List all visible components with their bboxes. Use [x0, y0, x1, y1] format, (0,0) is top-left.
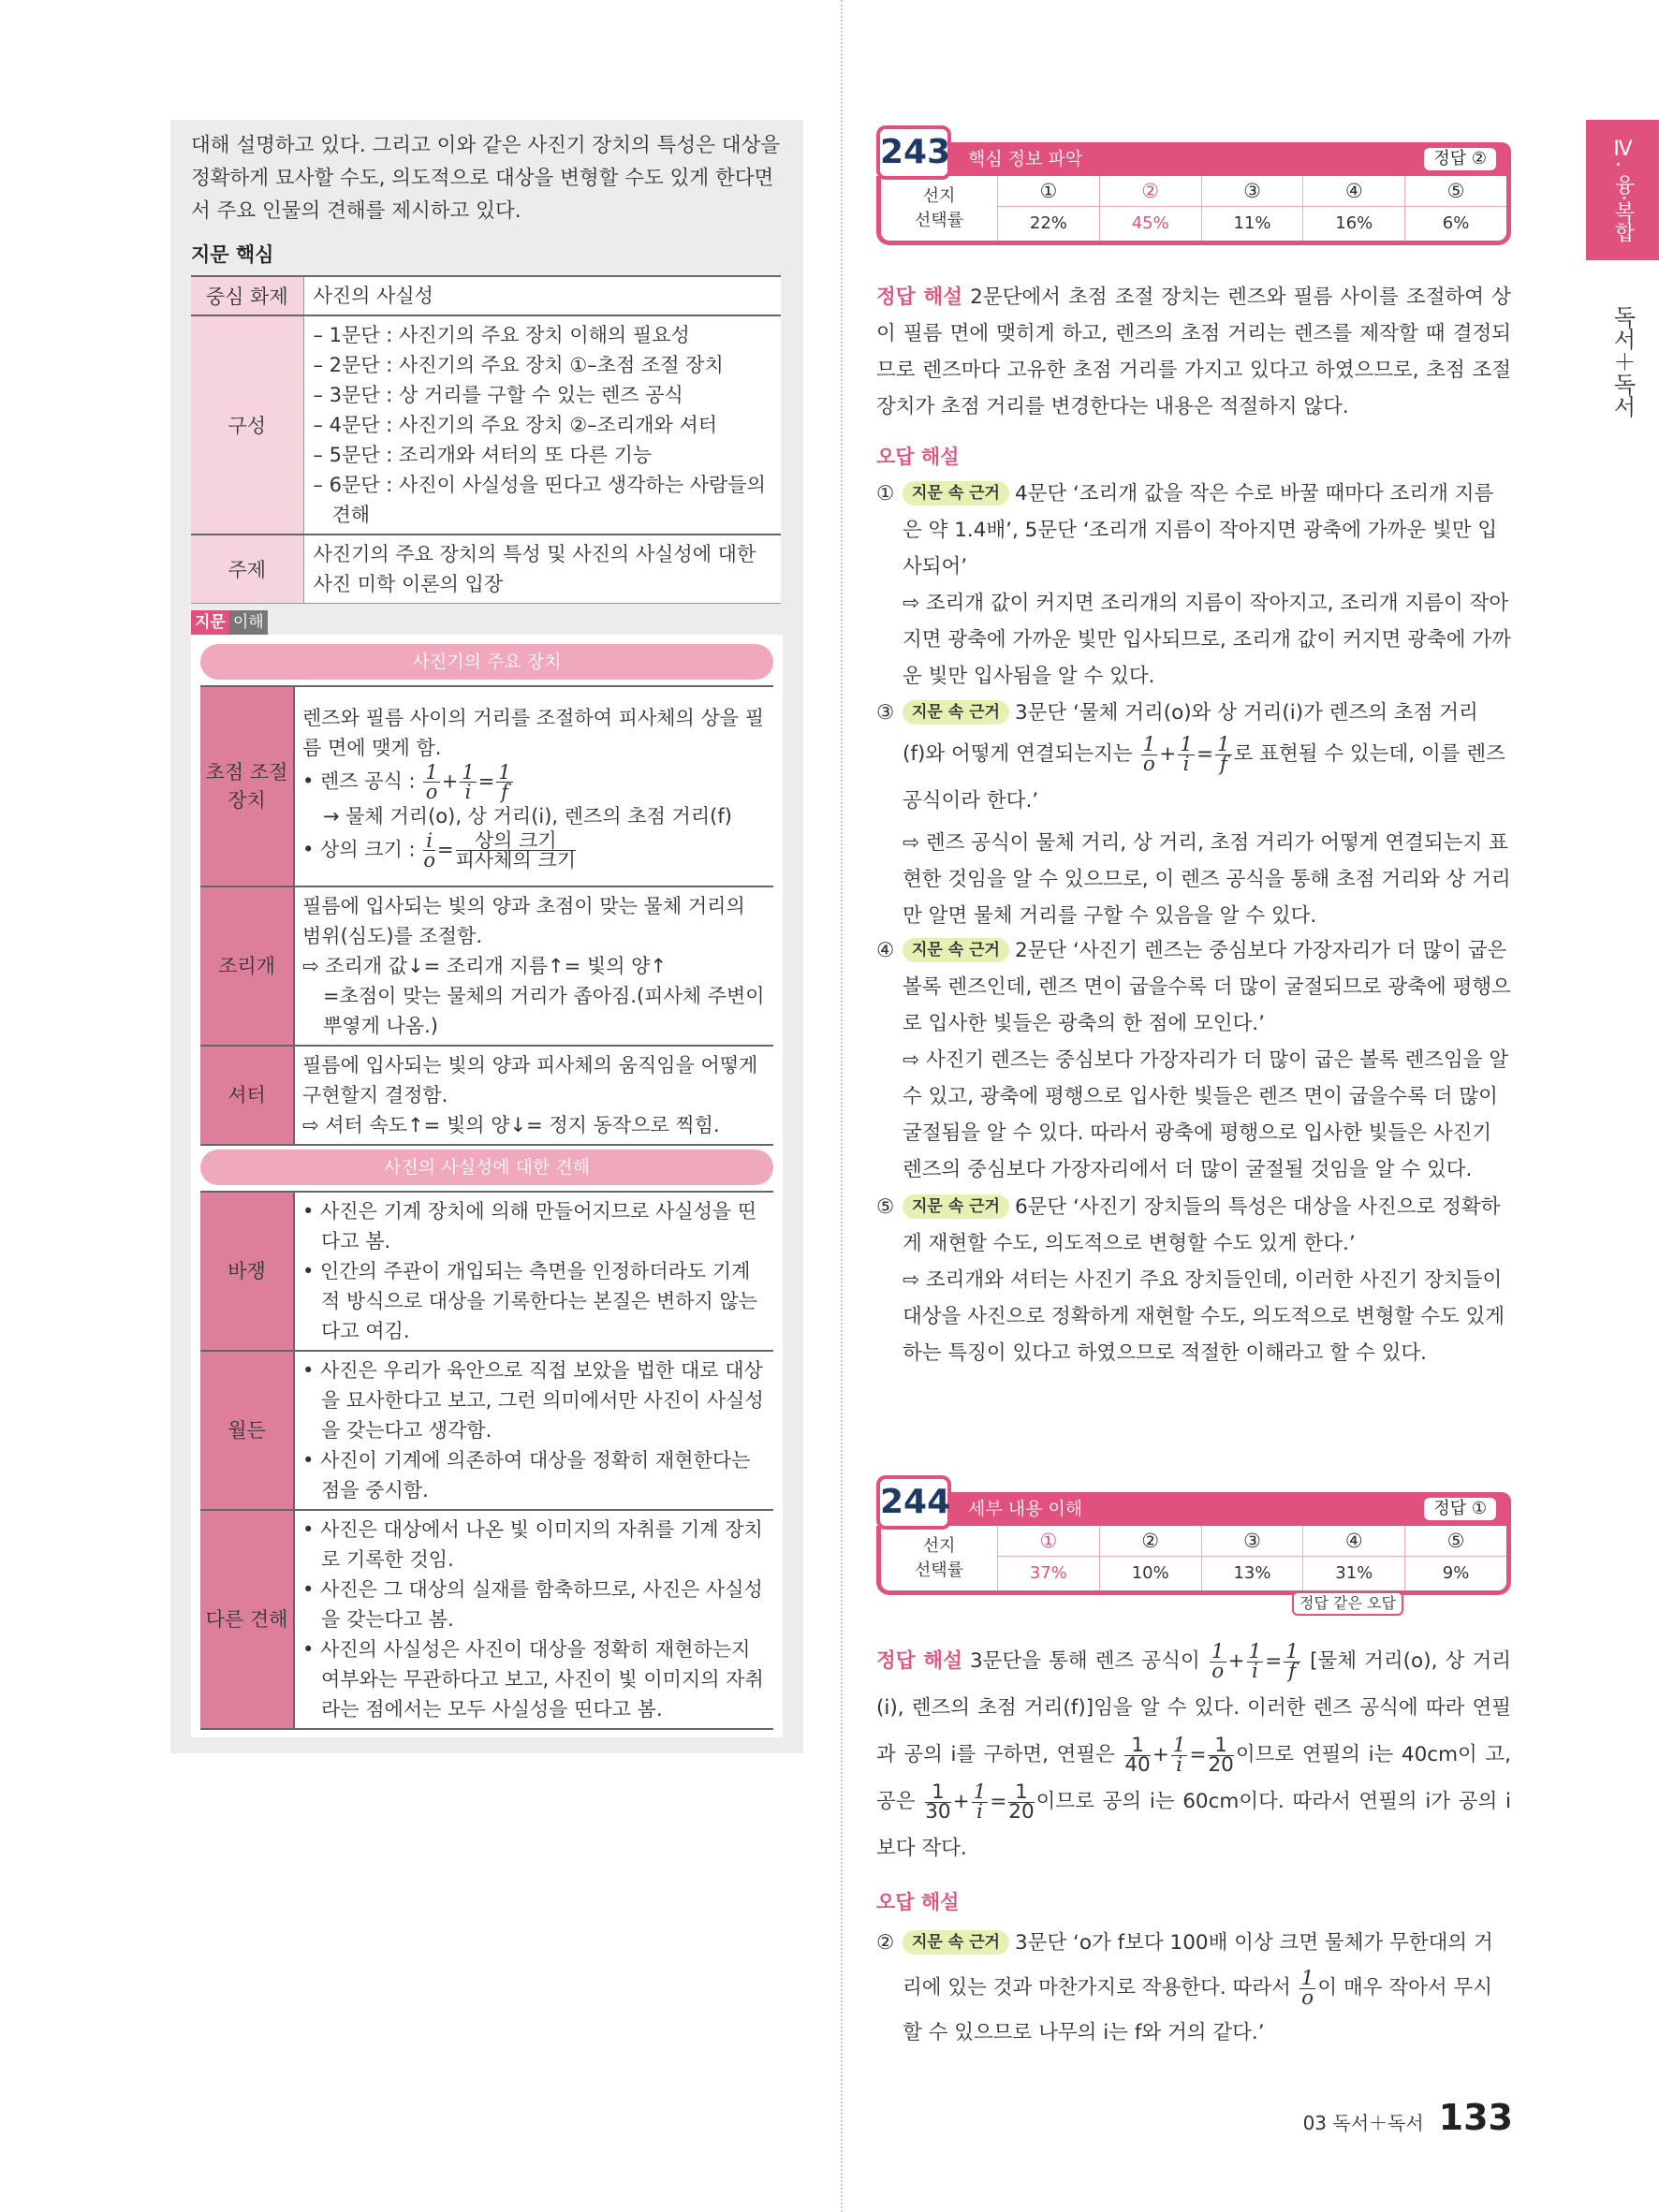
item-quote: 리에 있는 것과 마찬가지로 작용한다. 따라서 [903, 1976, 1291, 2000]
correct-text: 3문단을 통해 렌즈 공식이 [969, 1649, 1200, 1673]
question-type: 세부 내용 이해 [968, 1499, 1083, 1519]
tag-b: 이해 [229, 610, 268, 635]
frac-1-f: $\frac{1}{f}$ [1216, 732, 1230, 776]
theme-label: 주제 [191, 535, 303, 604]
lens-prefix: • 렌즈 공식 : [302, 769, 416, 793]
correct-text: 고, 공은 [876, 1743, 1511, 1813]
shutter-line1: 필름에 입사되는 빛의 양과 피사체의 움직임을 어떻게 구현할지 결정함. [302, 1054, 758, 1106]
banner-main-devices: 사진기의 주요 장치 [200, 644, 773, 680]
aperture-line1: 필름에 입사되는 빛의 양과 초점이 맞는 물체 거리의 범위(심도)를 조절함. [302, 895, 745, 947]
frac-1-40: $\frac{1}{40}$ [1124, 1733, 1151, 1777]
tricky-wrong-badge: 정답 같은 오답 [1292, 1591, 1403, 1616]
evidence-badge: 지문 속 근거 [903, 938, 1009, 962]
core-table [191, 275, 781, 604]
item-number: ③ [876, 701, 895, 725]
left-column [170, 120, 803, 1753]
item-number: ② [876, 1931, 895, 1955]
q243-wrong-3: ③ 지문 속 근거 3문단 ‘물체 거리(o)와 상 거리(i)가 렌즈의 초점 거리 (f)와 어떻게 연결되는지는 $\frac{1}{o}$ + $\frac{1}{i}$ = $\frac{1}{f}$ 로 표현될 수 있는데, 이를 렌즈 공식이라 한다.’ ⇨ 렌즈 공식이 물체 거리, 상 거리, 초점 거리가 어떻게 연결되는지 표현한 것임을 알 수 있으므로, 이 렌즈 공식을 통해 초점 거리와 상 거리만 알면 물체 거리를 구할 수 있음을 알 수 있다. [876, 695, 1511, 934]
selection-rate-table [876, 176, 1511, 245]
choice-rate: 31% [1335, 1563, 1373, 1583]
answer-badge: 정답 ① [1424, 1498, 1496, 1520]
core-title: 지문 핵심 [191, 243, 274, 266]
other-item: • 사진의 사실성은 사진이 대상을 정확히 재현하는지 여부와는 무관하다고 보고, 사진이 빛 이미지의 자취라는 점에서는 모두 사실성을 띤다고 봄. [302, 1638, 764, 1721]
choice-rate: 22% [1029, 213, 1067, 233]
size-num: 상의 크기 [456, 831, 576, 851]
q244-correct-explanation: 정답 해설 3문단을 통해 렌즈 공식이 $\frac{1}{o}$ + $\frac{1}{i}$ = $\frac{1}{f}$ [물체 거리(o), 상 거리 (i), 렌즈의 초점 거리(f)]임을 알 수 있다. 이러한 렌즈 공식에 따라 연필과 공의 i를 구하면, 연필은 $\frac{1}{40}$ + $\frac{1}{i}$ = $\frac{1}{20}$ 이므로 연필의 i는 40cm이 고, 공은 $\frac{1}{30}$ + $\frac{1}{i}$ = $\frac{1}{20}$ 이므로 공의 i는 60cm이다. 따라서 연필의 i가 공의 i보다 작다. [876, 1639, 1511, 1860]
q244-wrong-title: 오답 해설 [876, 1891, 960, 1913]
selection-rate-table [876, 1526, 1511, 1595]
frac-1-i: $\frac{1}{i}$ [1248, 1639, 1262, 1683]
frac-1-i: $\frac{1}{i}$ [1172, 1733, 1186, 1777]
frac-1-f: $\frac{1}{f}$ [1285, 1639, 1299, 1683]
choice-rate: 11% [1233, 213, 1271, 233]
choice-rate: 37% [1029, 1563, 1067, 1583]
structure-item: – 6문단 : 사진이 사실성을 띤다고 생각하는 사람들의 견해 [313, 474, 766, 526]
frac-1-o: $\frac{1}{o}$ [1142, 732, 1156, 776]
rate-cell [997, 176, 1099, 241]
choice-number: ④ [1303, 176, 1404, 207]
frac-size [456, 831, 576, 870]
focus-content [294, 686, 773, 886]
q243-wrong-4 [876, 932, 1511, 1188]
aperture-line3: =초점이 맞는 물체의 거리가 좁아짐.(피사체 주변이 뿌옇게 나옴.) [323, 985, 765, 1037]
question-244-box [876, 1475, 1511, 1618]
rate-cell [1302, 176, 1404, 241]
item-number: ⑤ [876, 1195, 895, 1219]
page-footer [1303, 2097, 1513, 2138]
correct-label: 정답 해설 [876, 286, 962, 309]
item-quote: 3문단 ‘물체 거리(o)와 상 거리(i)가 렌즈의 초점 거리 [1014, 701, 1478, 725]
item-quote: 4문단 ‘조리개 값을 작은 수로 바꿀 때마다 조리개 지름은 약 1.4배’, 5문단 ‘조리개 지름이 작아지면 광축에 가까운 빛만 입사되어’ [903, 482, 1498, 579]
choice-number: ③ [1202, 1526, 1303, 1557]
row-label-choice: 선지 [922, 185, 956, 206]
frac-1-f: $\frac{1}{f}$ [498, 761, 511, 803]
question-header [929, 1492, 1511, 1526]
column-divider [841, 0, 843, 2212]
q244-wrong-2 [876, 1921, 1511, 2056]
question-header [929, 142, 1511, 176]
intro-text: 대해 설명하고 있다. 그리고 이와 같은 사진기 장치의 특성은 대상을 정확하게 묘사할 수도, 의도적으로 대상을 변형할 수도 있게 한다면서 주요 인물의 견해를 제시하고 있다. [191, 134, 781, 223]
item-quote: 할 수 있으므로 나무의 i는 f와 거의 같다.’ [903, 2021, 1265, 2044]
choice-number: ① [998, 176, 1099, 207]
choice-number: ⑤ [1405, 176, 1506, 207]
views-table [200, 1191, 773, 1730]
row-label-rate: 선택률 [914, 210, 964, 230]
answer-badge: 정답 ② [1424, 148, 1496, 170]
item-quote: 6문단 ‘사진기 장치들의 특성은 대상을 사진으로 정확하게 재현할 수도, 의도적으로 변형할 수도 있게 한다.’ [903, 1195, 1501, 1255]
question-number: 244 [876, 1475, 951, 1530]
shutter-content [294, 1046, 773, 1145]
rate-cell [1404, 176, 1506, 241]
rate-cell [1404, 1526, 1506, 1590]
frac-i-o: $\frac{i}{o}$ [423, 829, 435, 872]
size-prefix: • 상의 크기 : [302, 838, 416, 861]
section-side-label: 독서＋독서 [1609, 305, 1636, 417]
footer-section: 03 독서＋독서 [1302, 2112, 1424, 2134]
item-explanation: ⇨ 사진기 렌즈는 중심보다 가장자리가 더 많이 굽은 볼록 렌즈임을 알 수 있고, 광축에 평행으로 입사한 빛들은 렌즈 면이 굽을수록 더 많이 굴절됨을 알 수 있다. 따라서 광축에 평행으로 입사한 빛들은 사진기 렌즈의 중심보다 가장자리에서 더 많이 굴절될 것임을 알 수 있다. [903, 1048, 1509, 1181]
item-quote: 2문단 ‘사진기 렌즈는 중심보다 가장자리가 더 많이 굽은 볼록 렌즈인데, 렌즈 면이 굽을수록 더 많이 굴절되므로 광축에 평행으로 입사한 빛들은 광축의 한 점에 모인다.’ [903, 939, 1511, 1035]
frac-1-20: $\frac{1}{20}$ [1208, 1733, 1234, 1777]
bazin-label: 바쟁 [200, 1192, 294, 1351]
frac-1-20: $\frac{1}{20}$ [1008, 1780, 1035, 1824]
bazin-item: • 사진은 기계 장치에 의해 만들어지므로 사실성을 띤다고 봄. [302, 1200, 757, 1252]
evidence-badge: 지문 속 근거 [903, 1930, 1009, 1955]
item-explanation: ⇨ 렌즈 공식이 물체 거리, 상 거리, 초점 거리가 어떻게 연결되는지 표현한 것임을 알 수 있으므로, 이 렌즈 공식을 통해 초점 거리와 상 거리만 알면 물체 거리를 구할 수 있음을 알 수 있다. [903, 831, 1511, 928]
frac-1-o: $\frac{1}{o}$ [1211, 1639, 1225, 1683]
correct-text: (i), 렌즈의 초점 거리(f)]임을 알 수 있다. 이러한 렌즈 공식에 따라 연필과 공의 i를 구하면, 연필은 [876, 1696, 1511, 1766]
choice-rate: 16% [1335, 213, 1373, 233]
choice-number: ① [998, 1526, 1099, 1557]
other-item: • 사진은 그 대상의 실재를 함축하므로, 사진은 사실성을 갖는다고 봄. [302, 1578, 763, 1631]
rate-row-labels [881, 176, 997, 241]
structure-item: – 4문단 : 사진기의 주요 장치 ②–조리개와 셔터 [313, 414, 718, 436]
row-label-rate: 선택률 [914, 1560, 964, 1580]
aperture-line2: ⇨ 조리개 값↓= 조리개 지름↑= 빛의 양↑ [302, 955, 668, 977]
choice-rate: 13% [1233, 1563, 1271, 1583]
correct-text: 이므로 연필의 i는 40cm이 [1235, 1743, 1477, 1766]
item-quote: 로 표현될 수 있는데, 이를 렌즈 공식이라 한다.’ [903, 742, 1505, 813]
item-quote: 이 매우 작아서 무시 [1317, 1976, 1493, 2000]
frac-1-i: $\frac{1}{i}$ [1180, 732, 1193, 776]
correct-text: [물체 거리(o), 상 거리 [1310, 1649, 1511, 1673]
choice-number: ⑤ [1405, 1526, 1506, 1557]
choice-rate: 10% [1131, 1563, 1169, 1583]
q243-wrong-5 [876, 1189, 1511, 1371]
chapter-tab: Ⅳ. 융·복합 [1586, 120, 1659, 260]
topic-label: 중심 화제 [191, 276, 303, 315]
rate-row-labels [881, 1526, 997, 1590]
structure-item: – 2문단 : 사진기의 주요 장치 ①–초점 조절 장치 [313, 354, 724, 376]
item-number: ① [876, 482, 895, 505]
shutter-label: 셔터 [200, 1046, 294, 1145]
focus-line1: 렌즈와 필름 사이의 거리를 조절하여 피사체의 상을 필름 면에 맺게 함. [302, 707, 765, 759]
choice-number: ② [1100, 176, 1201, 207]
rate-cell-correct [1099, 176, 1201, 241]
question-number: 243 [876, 125, 951, 180]
choice-rate: 6% [1442, 213, 1470, 233]
passage-understanding-tag [191, 610, 268, 635]
walden-label: 월든 [200, 1351, 294, 1510]
frac-1-i: $\frac{1}{i}$ [462, 761, 475, 803]
banner-views: 사진의 사실성에 대한 견해 [200, 1150, 773, 1185]
correct-text: 이므로 공의 i는 60cm이다. 따라서 연필의 i가 [1035, 1790, 1451, 1813]
rate-cell [1099, 1526, 1201, 1590]
lens-formula: • 렌즈 공식 : $\frac{1}{o}$ + $\frac{1}{i}$ = $\frac{1}{f}$ [302, 761, 511, 803]
walden-item: • 사진이 기계에 의존하여 대상을 정확히 재현한다는 점을 중시함. [302, 1449, 751, 1502]
choice-rate: 45% [1131, 213, 1169, 233]
rate-cell [1302, 1526, 1404, 1590]
focus-label: 초점 조절 장치 [200, 686, 294, 886]
rate-cell [1201, 176, 1303, 241]
structure-item: – 3문단 : 상 거리를 구할 수 있는 렌즈 공식 [313, 384, 683, 406]
correct-text: 2문단에서 초점 조절 장치는 렌즈와 필름 사이를 조절하여 상이 필름 면에 맺히게 하고, 렌즈의 초점 거리는 렌즈를 제작할 때 결정되므로 렌즈마다 고유한 초점 거리를 가지고 있다고 하였으므로, 초점 조절 장치가 초점 거리를 변경한다는 내용은 적절하지 않다. [876, 286, 1512, 418]
lens-detail: → 물체 거리(o), 상 거리(i), 렌즈의 초점 거리(f) [323, 805, 732, 828]
rate-cell [1201, 1526, 1303, 1590]
question-243-box [876, 125, 1511, 268]
understanding-box [191, 635, 783, 1737]
frac-1-o: $\frac{1}{o}$ [425, 761, 438, 803]
structure-item: – 1문단 : 사진기의 주요 장치 이해의 필요성 [313, 324, 690, 346]
choice-number: ③ [1202, 176, 1303, 207]
structure-item: – 5문단 : 조리개와 셔터의 또 다른 기능 [313, 444, 653, 466]
structure-list [303, 315, 781, 535]
structure-label: 구성 [191, 315, 303, 535]
tag-a: 지문 [191, 610, 229, 635]
item-quote: 3문단 ‘o가 f보다 100배 이상 크면 물체가 무한대의 거 [1014, 1931, 1493, 1955]
q243-wrong-title: 오답 해설 [876, 446, 960, 468]
image-size-formula: • 상의 크기 : $\frac{i}{o}$ = $\frac{\text{상의 크기}}{\text{피사체의 크기}}$ [302, 829, 576, 872]
item-explanation: ⇨ 조리개와 셔터는 사진기 주요 장치들인데, 이러한 사진기 장치들이 대상을 사진으로 정확하게 재현할 수도, 의도적으로 변형할 수도 있게 하는 특징이 있다고 하였으므로 적절한 이해라고 할 수 있다. [903, 1268, 1505, 1365]
frac-1-i: $\frac{1}{i}$ [973, 1780, 987, 1824]
walden-content [294, 1351, 773, 1510]
other-item: • 사진은 대상에서 나온 빛 이미지의 자취를 기계 장치로 기록한 것임. [302, 1518, 763, 1571]
size-den: 피사체의 크기 [455, 849, 576, 872]
q243-wrong-1 [876, 476, 1511, 695]
aperture-label: 조리개 [200, 886, 294, 1046]
theme-value: 사진기의 주요 장치의 특성 및 사진의 사실성에 대한 사진 미학 이론의 입장 [303, 535, 781, 604]
item-explanation: ⇨ 조리개 값이 커지면 조리개의 지름이 작아지고, 조리개 지름이 작아지면 광축에 가까운 빛만 입사되므로, 조리개 값이 커지면 광축에 가까운 빛만 입사됨을 알 수 있다. [903, 592, 1511, 688]
row-label-choice: 선지 [922, 1535, 956, 1556]
choice-number: ④ [1303, 1526, 1404, 1557]
evidence-badge: 지문 속 근거 [903, 700, 1009, 725]
frac-1-o: $\frac{1}{o}$ [1300, 1966, 1314, 2010]
page-number: 133 [1438, 2097, 1513, 2138]
bazin-content [294, 1192, 773, 1351]
bazin-item: • 인간의 주관이 개입되는 측면을 인정하더라도 기계적 방식으로 대상을 기록한다는 본질은 변하지 않는다고 여김. [302, 1260, 758, 1342]
devices-table [200, 685, 773, 1146]
other-label: 다른 견해 [200, 1510, 294, 1729]
q243-correct-explanation [876, 279, 1511, 425]
rate-cell-correct [997, 1526, 1099, 1590]
frac-1-30: $\frac{1}{30}$ [925, 1780, 951, 1824]
correct-text: 공의 i보다 작다. [876, 1790, 1511, 1860]
item-quote: (f)와 어떻게 연결되는지는 [903, 742, 1133, 766]
correct-label: 정답 해설 [876, 1649, 962, 1673]
choice-rate: 9% [1442, 1563, 1470, 1583]
question-type: 핵심 정보 파악 [968, 149, 1083, 169]
choice-number: ② [1100, 1526, 1201, 1557]
evidence-badge: 지문 속 근거 [903, 1194, 1009, 1219]
walden-item: • 사진은 우리가 육안으로 직접 보았을 법한 대로 대상을 묘사한다고 보고, 그런 의미에서만 사진이 사실성을 갖는다고 생각함. [302, 1359, 764, 1442]
topic-value: 사진의 사실성 [303, 276, 781, 315]
evidence-badge: 지문 속 근거 [903, 481, 1009, 505]
item-number: ④ [876, 939, 895, 962]
shutter-line2: ⇨ 셔터 속도↑= 빛의 양↓= 정지 동작으로 찍힘. [302, 1114, 720, 1136]
aperture-content [294, 886, 773, 1046]
other-content [294, 1510, 773, 1729]
